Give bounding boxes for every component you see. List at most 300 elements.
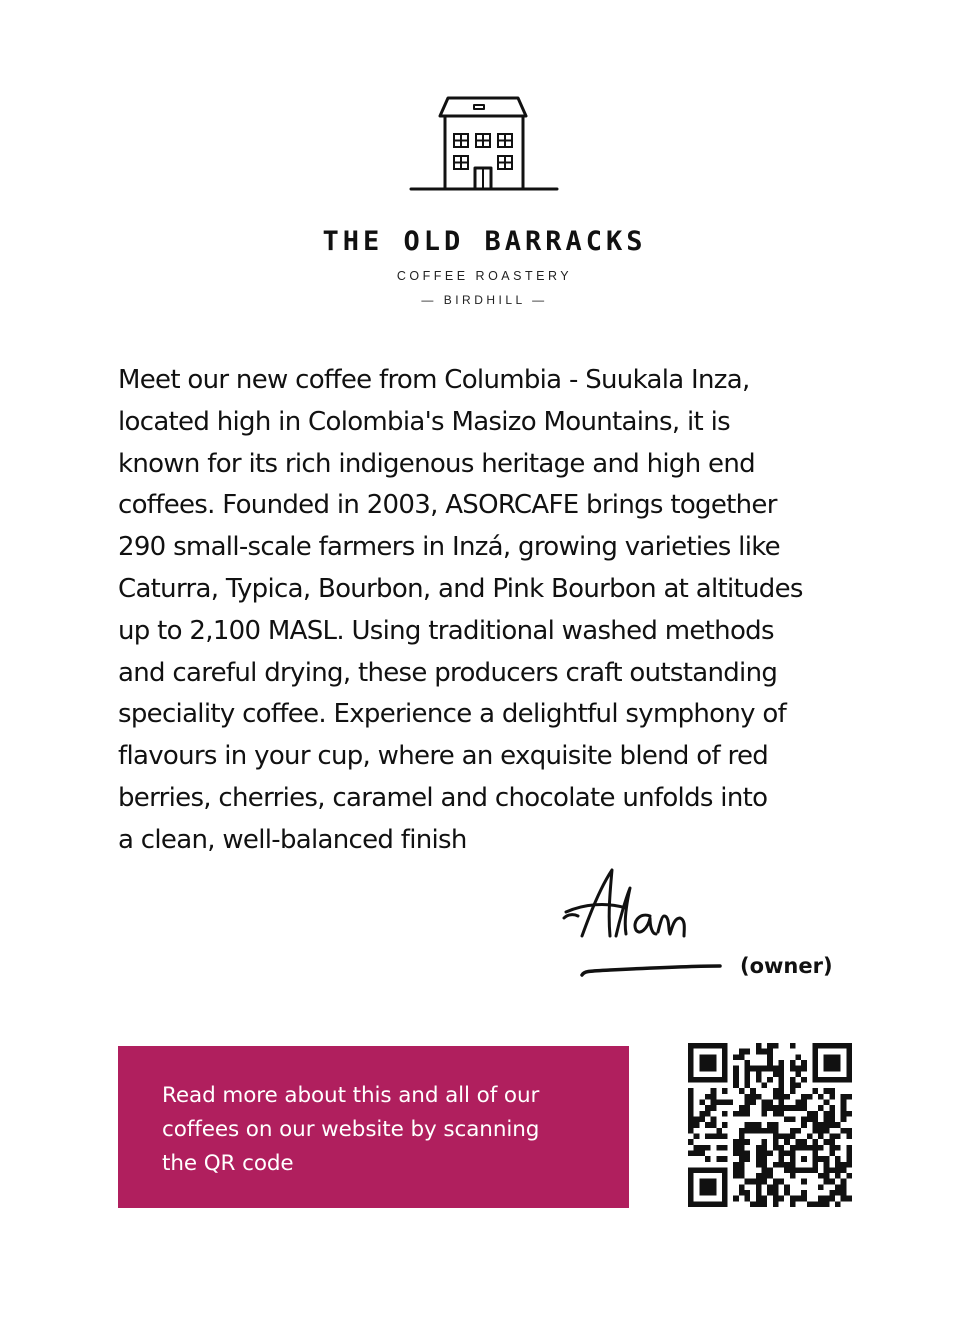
qr-module	[778, 1162, 784, 1168]
qr-module	[705, 1179, 711, 1185]
qr-module	[711, 1088, 717, 1094]
qr-module	[750, 1088, 756, 1094]
qr-module	[756, 1049, 762, 1055]
qr-module	[699, 1150, 705, 1156]
qr-module	[705, 1145, 711, 1151]
qr-module	[801, 1167, 807, 1173]
qr-module	[705, 1043, 711, 1049]
qr-module	[688, 1049, 694, 1055]
qr-module	[784, 1117, 790, 1123]
qr-module	[762, 1111, 768, 1117]
qr-module	[824, 1128, 830, 1134]
qr-module	[716, 1077, 722, 1083]
qr-module	[756, 1094, 762, 1100]
qr-module	[773, 1122, 779, 1128]
qr-module	[688, 1060, 694, 1066]
qr-module	[733, 1162, 739, 1168]
qr-module	[739, 1150, 745, 1156]
qr-module	[795, 1066, 801, 1072]
qr-module	[835, 1043, 841, 1049]
qr-module	[722, 1190, 728, 1196]
qr-module	[835, 1066, 841, 1072]
qr-module	[739, 1156, 745, 1162]
qr-module	[688, 1043, 694, 1049]
qr-module	[829, 1190, 835, 1196]
qr-module	[711, 1060, 717, 1066]
qr-module	[722, 1066, 728, 1072]
qr-module	[716, 1201, 722, 1207]
qr-module	[818, 1133, 824, 1139]
qr-module	[824, 1162, 830, 1168]
qr-module	[795, 1167, 801, 1173]
qr-module	[767, 1049, 773, 1055]
qr-module	[699, 1117, 705, 1123]
qr-module	[801, 1190, 807, 1196]
qr-module	[773, 1094, 779, 1100]
qr-module	[778, 1083, 784, 1089]
qr-module	[795, 1145, 801, 1151]
qr-module	[762, 1167, 768, 1173]
house-logo-icon	[408, 94, 560, 192]
qr-module	[762, 1145, 768, 1151]
qr-module	[846, 1156, 852, 1162]
qr-module	[756, 1179, 762, 1185]
qr-module	[716, 1043, 722, 1049]
qr-module	[756, 1145, 762, 1151]
qr-module	[699, 1077, 705, 1083]
owner-role-label: (owner)	[740, 954, 833, 978]
qr-module	[824, 1173, 830, 1179]
qr-module	[773, 1133, 779, 1139]
description-line: and careful drying, these producers craft outstanding	[118, 657, 778, 688]
qr-module	[818, 1156, 824, 1162]
description-line: berries, cherries, caramel and chocolate unfolds into	[118, 782, 768, 813]
qr-module	[745, 1105, 751, 1111]
qr-module	[711, 1094, 717, 1100]
qr-module	[778, 1111, 784, 1117]
qr-module	[846, 1094, 852, 1100]
qr-module	[778, 1133, 784, 1139]
qr-module	[790, 1128, 796, 1134]
description-line: up to 2,100 MASL. Using traditional washed methods	[118, 615, 774, 646]
qr-module	[767, 1077, 773, 1083]
qr-module	[829, 1145, 835, 1151]
qr-module	[699, 1066, 705, 1072]
qr-module	[846, 1162, 852, 1168]
qr-module	[778, 1156, 784, 1162]
qr-module	[745, 1111, 751, 1117]
qr-module	[745, 1196, 751, 1202]
qr-module	[773, 1111, 779, 1117]
qr-module	[841, 1179, 847, 1185]
qr-module	[762, 1156, 768, 1162]
qr-module	[722, 1133, 728, 1139]
qr-module	[829, 1043, 835, 1049]
qr-module	[841, 1077, 847, 1083]
qr-module	[773, 1071, 779, 1077]
qr-module	[745, 1100, 751, 1106]
qr-module	[829, 1139, 835, 1145]
qr-module	[818, 1201, 824, 1207]
qr-module	[767, 1100, 773, 1106]
qr-module	[699, 1111, 705, 1117]
qr-module	[767, 1150, 773, 1156]
qr-module	[801, 1196, 807, 1202]
qr-module	[818, 1196, 824, 1202]
qr-module	[733, 1111, 739, 1117]
qr-module	[812, 1145, 818, 1151]
qr-module	[722, 1043, 728, 1049]
qr-module	[807, 1117, 813, 1123]
qr-module	[722, 1054, 728, 1060]
qr-module	[711, 1100, 717, 1106]
qr-module	[767, 1105, 773, 1111]
qr-module	[846, 1049, 852, 1055]
qr-module	[829, 1105, 835, 1111]
qr-module	[784, 1139, 790, 1145]
qr-module	[829, 1088, 835, 1094]
qr-module	[756, 1156, 762, 1162]
qr-module	[824, 1196, 830, 1202]
qr-module	[705, 1184, 711, 1190]
qr-module	[733, 1150, 739, 1156]
qr-module	[745, 1077, 751, 1083]
qr-module	[733, 1145, 739, 1151]
qr-module	[778, 1088, 784, 1094]
qr-module	[756, 1173, 762, 1179]
qr-module	[767, 1066, 773, 1072]
qr-module	[829, 1196, 835, 1202]
qr-module	[773, 1196, 779, 1202]
qr-module	[824, 1043, 830, 1049]
qr-module	[711, 1179, 717, 1185]
qr-module	[711, 1201, 717, 1207]
qr-module	[835, 1054, 841, 1060]
qr-module	[818, 1043, 824, 1049]
qr-module	[722, 1060, 728, 1066]
qr-module	[784, 1094, 790, 1100]
qr-module	[818, 1184, 824, 1190]
qr-module	[841, 1184, 847, 1190]
qr-module	[835, 1077, 841, 1083]
qr-module	[705, 1077, 711, 1083]
qr-module	[767, 1043, 773, 1049]
qr-module	[756, 1201, 762, 1207]
qr-module	[835, 1122, 841, 1128]
qr-module	[733, 1077, 739, 1083]
qr-module	[778, 1145, 784, 1151]
qr-module	[778, 1100, 784, 1106]
qr-module	[835, 1133, 841, 1139]
qr-module	[722, 1167, 728, 1173]
qr-module	[835, 1162, 841, 1168]
owner-signature	[560, 858, 740, 988]
qr-module	[739, 1139, 745, 1145]
qr-module	[790, 1196, 796, 1202]
qr-module	[846, 1150, 852, 1156]
qr-module	[688, 1071, 694, 1077]
description-line: located high in Colombia's Masizo Mountains, it is	[118, 406, 730, 437]
description-line: speciality coffee. Experience a delightful symphony of	[118, 699, 787, 730]
qr-module	[688, 1190, 694, 1196]
qr-module	[824, 1122, 830, 1128]
qr-module	[846, 1111, 852, 1117]
qr-module	[699, 1190, 705, 1196]
qr-module	[773, 1066, 779, 1072]
qr-module	[739, 1054, 745, 1060]
qr-module	[733, 1066, 739, 1072]
qr-module	[778, 1196, 784, 1202]
qr-module	[688, 1117, 694, 1123]
qr-module	[824, 1179, 830, 1185]
qr-module	[716, 1167, 722, 1173]
qr-module	[824, 1060, 830, 1066]
qr-module	[722, 1179, 728, 1185]
qr-module	[722, 1071, 728, 1077]
promo-text	[162, 1079, 599, 1181]
brand-subtitle: COFFEE ROASTERY	[396, 269, 573, 283]
qr-module	[739, 1088, 745, 1094]
qr-module	[694, 1150, 700, 1156]
qr-module	[812, 1128, 818, 1134]
qr-module	[846, 1196, 852, 1202]
qr-module	[699, 1179, 705, 1185]
qr-module	[801, 1100, 807, 1106]
qr-module	[824, 1066, 830, 1072]
qr-module	[829, 1150, 835, 1156]
qr-module	[773, 1088, 779, 1094]
qr-module	[773, 1190, 779, 1196]
qr-module	[846, 1077, 852, 1083]
qr-module	[812, 1122, 818, 1128]
qr-module	[829, 1077, 835, 1083]
qr-module	[711, 1122, 717, 1128]
qr-module	[835, 1190, 841, 1196]
qr-module	[688, 1122, 694, 1128]
description-line: flavours in your cup, where an exquisite blend of red	[118, 741, 769, 772]
qr-module	[694, 1201, 700, 1207]
qr-module	[846, 1066, 852, 1072]
qr-module	[767, 1122, 773, 1128]
brand-name: THE OLD BARRACKS	[322, 226, 647, 257]
qr-module	[829, 1111, 835, 1117]
qr-module	[846, 1071, 852, 1077]
qr-module	[778, 1179, 784, 1185]
qr-module	[762, 1150, 768, 1156]
qr-module	[801, 1060, 807, 1066]
qr-module	[705, 1156, 711, 1162]
qr-module	[767, 1167, 773, 1173]
qr-module	[812, 1162, 818, 1168]
qr-module	[812, 1088, 818, 1094]
qr-module	[745, 1156, 751, 1162]
qr-module	[716, 1100, 722, 1106]
qr-module	[745, 1071, 751, 1077]
qr-module	[790, 1133, 796, 1139]
qr-module	[829, 1167, 835, 1173]
qr-module	[784, 1162, 790, 1168]
qr-module	[711, 1190, 717, 1196]
qr-module	[824, 1100, 830, 1106]
qr-module	[756, 1190, 762, 1196]
qr-module	[745, 1128, 751, 1134]
qr-module	[807, 1167, 813, 1173]
qr-module	[733, 1139, 739, 1145]
qr-module	[705, 1122, 711, 1128]
qr-module	[824, 1201, 830, 1207]
qr-promo-banner	[118, 1046, 629, 1208]
qr-module	[841, 1043, 847, 1049]
qr-module	[790, 1117, 796, 1123]
qr-module	[756, 1128, 762, 1134]
qr-module	[762, 1179, 768, 1185]
qr-module	[762, 1066, 768, 1072]
qr-module	[722, 1100, 728, 1106]
qr-module	[767, 1190, 773, 1196]
qr-module	[801, 1122, 807, 1128]
qr-module	[688, 1105, 694, 1111]
qr-module	[824, 1111, 830, 1117]
description-line: Meet our new coffee from Columbia - Suukala Inza,	[118, 365, 750, 395]
qr-module	[812, 1201, 818, 1207]
qr-module	[841, 1111, 847, 1117]
qr-module	[767, 1184, 773, 1190]
qr-module	[745, 1122, 751, 1128]
qr-module	[835, 1060, 841, 1066]
qr-module	[711, 1117, 717, 1123]
qr-module	[773, 1139, 779, 1145]
qr-module	[699, 1100, 705, 1106]
qr-module	[790, 1088, 796, 1094]
qr-module	[739, 1184, 745, 1190]
description-line: 290 small-scale farmers in Inzá, growing varieties like	[118, 532, 780, 563]
promo-line: coffees on our website by scanning	[162, 1117, 540, 1142]
qr-module	[784, 1150, 790, 1156]
qr-module	[756, 1071, 762, 1077]
qr-module	[711, 1105, 717, 1111]
qr-module	[739, 1105, 745, 1111]
qr-module	[762, 1128, 768, 1134]
qr-module	[790, 1167, 796, 1173]
qr-module	[795, 1054, 801, 1060]
qr-module	[756, 1122, 762, 1128]
qr-module	[711, 1054, 717, 1060]
qr-module	[688, 1184, 694, 1190]
qr-module	[835, 1145, 841, 1151]
qr-module	[688, 1196, 694, 1202]
qr-module	[722, 1049, 728, 1055]
qr-module	[818, 1145, 824, 1151]
qr-module	[812, 1043, 818, 1049]
qr-module	[716, 1145, 722, 1151]
qr-module	[807, 1201, 813, 1207]
qr-module	[824, 1156, 830, 1162]
qr-module	[762, 1173, 768, 1179]
qr-module	[795, 1196, 801, 1202]
qr-module	[762, 1083, 768, 1089]
qr-module	[773, 1043, 779, 1049]
qr-module	[699, 1054, 705, 1060]
qr-module	[688, 1088, 694, 1094]
qr-module	[778, 1071, 784, 1077]
qr-module	[801, 1077, 807, 1083]
qr-module	[812, 1111, 818, 1117]
qr-module	[841, 1190, 847, 1196]
qr-module	[846, 1054, 852, 1060]
qr-module	[722, 1111, 728, 1117]
qr-module	[784, 1184, 790, 1190]
qr-module	[790, 1083, 796, 1089]
qr-module	[801, 1066, 807, 1072]
brand-location: — BIRDHILL —	[421, 293, 548, 307]
qr-module	[846, 1145, 852, 1151]
qr-module	[688, 1111, 694, 1117]
qr-module	[829, 1094, 835, 1100]
qr-module	[812, 1066, 818, 1072]
qr-module	[705, 1060, 711, 1066]
qr-module	[846, 1128, 852, 1134]
qr-module	[807, 1145, 813, 1151]
qr-module	[733, 1173, 739, 1179]
qr-module	[694, 1077, 700, 1083]
qr-module	[790, 1105, 796, 1111]
qr-module	[824, 1139, 830, 1145]
description-line: Caturra, Typica, Bourbon, and Pink Bourbon at altitudes	[118, 573, 803, 604]
qr-module	[773, 1179, 779, 1185]
qr-module	[841, 1105, 847, 1111]
qr-module	[699, 1201, 705, 1207]
qr-module	[716, 1133, 722, 1139]
qr-module	[784, 1105, 790, 1111]
qr-module	[716, 1156, 722, 1162]
qr-code-icon[interactable]	[688, 1043, 852, 1207]
qr-module	[733, 1196, 739, 1202]
qr-module	[807, 1111, 813, 1117]
qr-module	[688, 1054, 694, 1060]
qr-module	[699, 1167, 705, 1173]
qr-module	[824, 1167, 830, 1173]
qr-module	[841, 1117, 847, 1123]
qr-module	[705, 1094, 711, 1100]
qr-module	[711, 1167, 717, 1173]
qr-module	[711, 1184, 717, 1190]
qr-module	[722, 1077, 728, 1083]
qr-module	[733, 1167, 739, 1173]
qr-module	[756, 1162, 762, 1168]
qr-module	[722, 1122, 728, 1128]
qr-module	[694, 1145, 700, 1151]
qr-module	[756, 1043, 762, 1049]
qr-module	[694, 1117, 700, 1123]
qr-module	[762, 1105, 768, 1111]
qr-module	[778, 1060, 784, 1066]
qr-module	[773, 1105, 779, 1111]
qr-module	[841, 1167, 847, 1173]
qr-module	[745, 1049, 751, 1055]
qr-module	[829, 1060, 835, 1066]
qr-module	[829, 1066, 835, 1072]
qr-module	[784, 1167, 790, 1173]
qr-module	[818, 1077, 824, 1083]
qr-module	[829, 1054, 835, 1060]
qr-module	[778, 1150, 784, 1156]
qr-module	[812, 1156, 818, 1162]
qr-module	[801, 1094, 807, 1100]
qr-module	[745, 1150, 751, 1156]
qr-module	[705, 1167, 711, 1173]
qr-module	[829, 1122, 835, 1128]
qr-module	[795, 1100, 801, 1106]
